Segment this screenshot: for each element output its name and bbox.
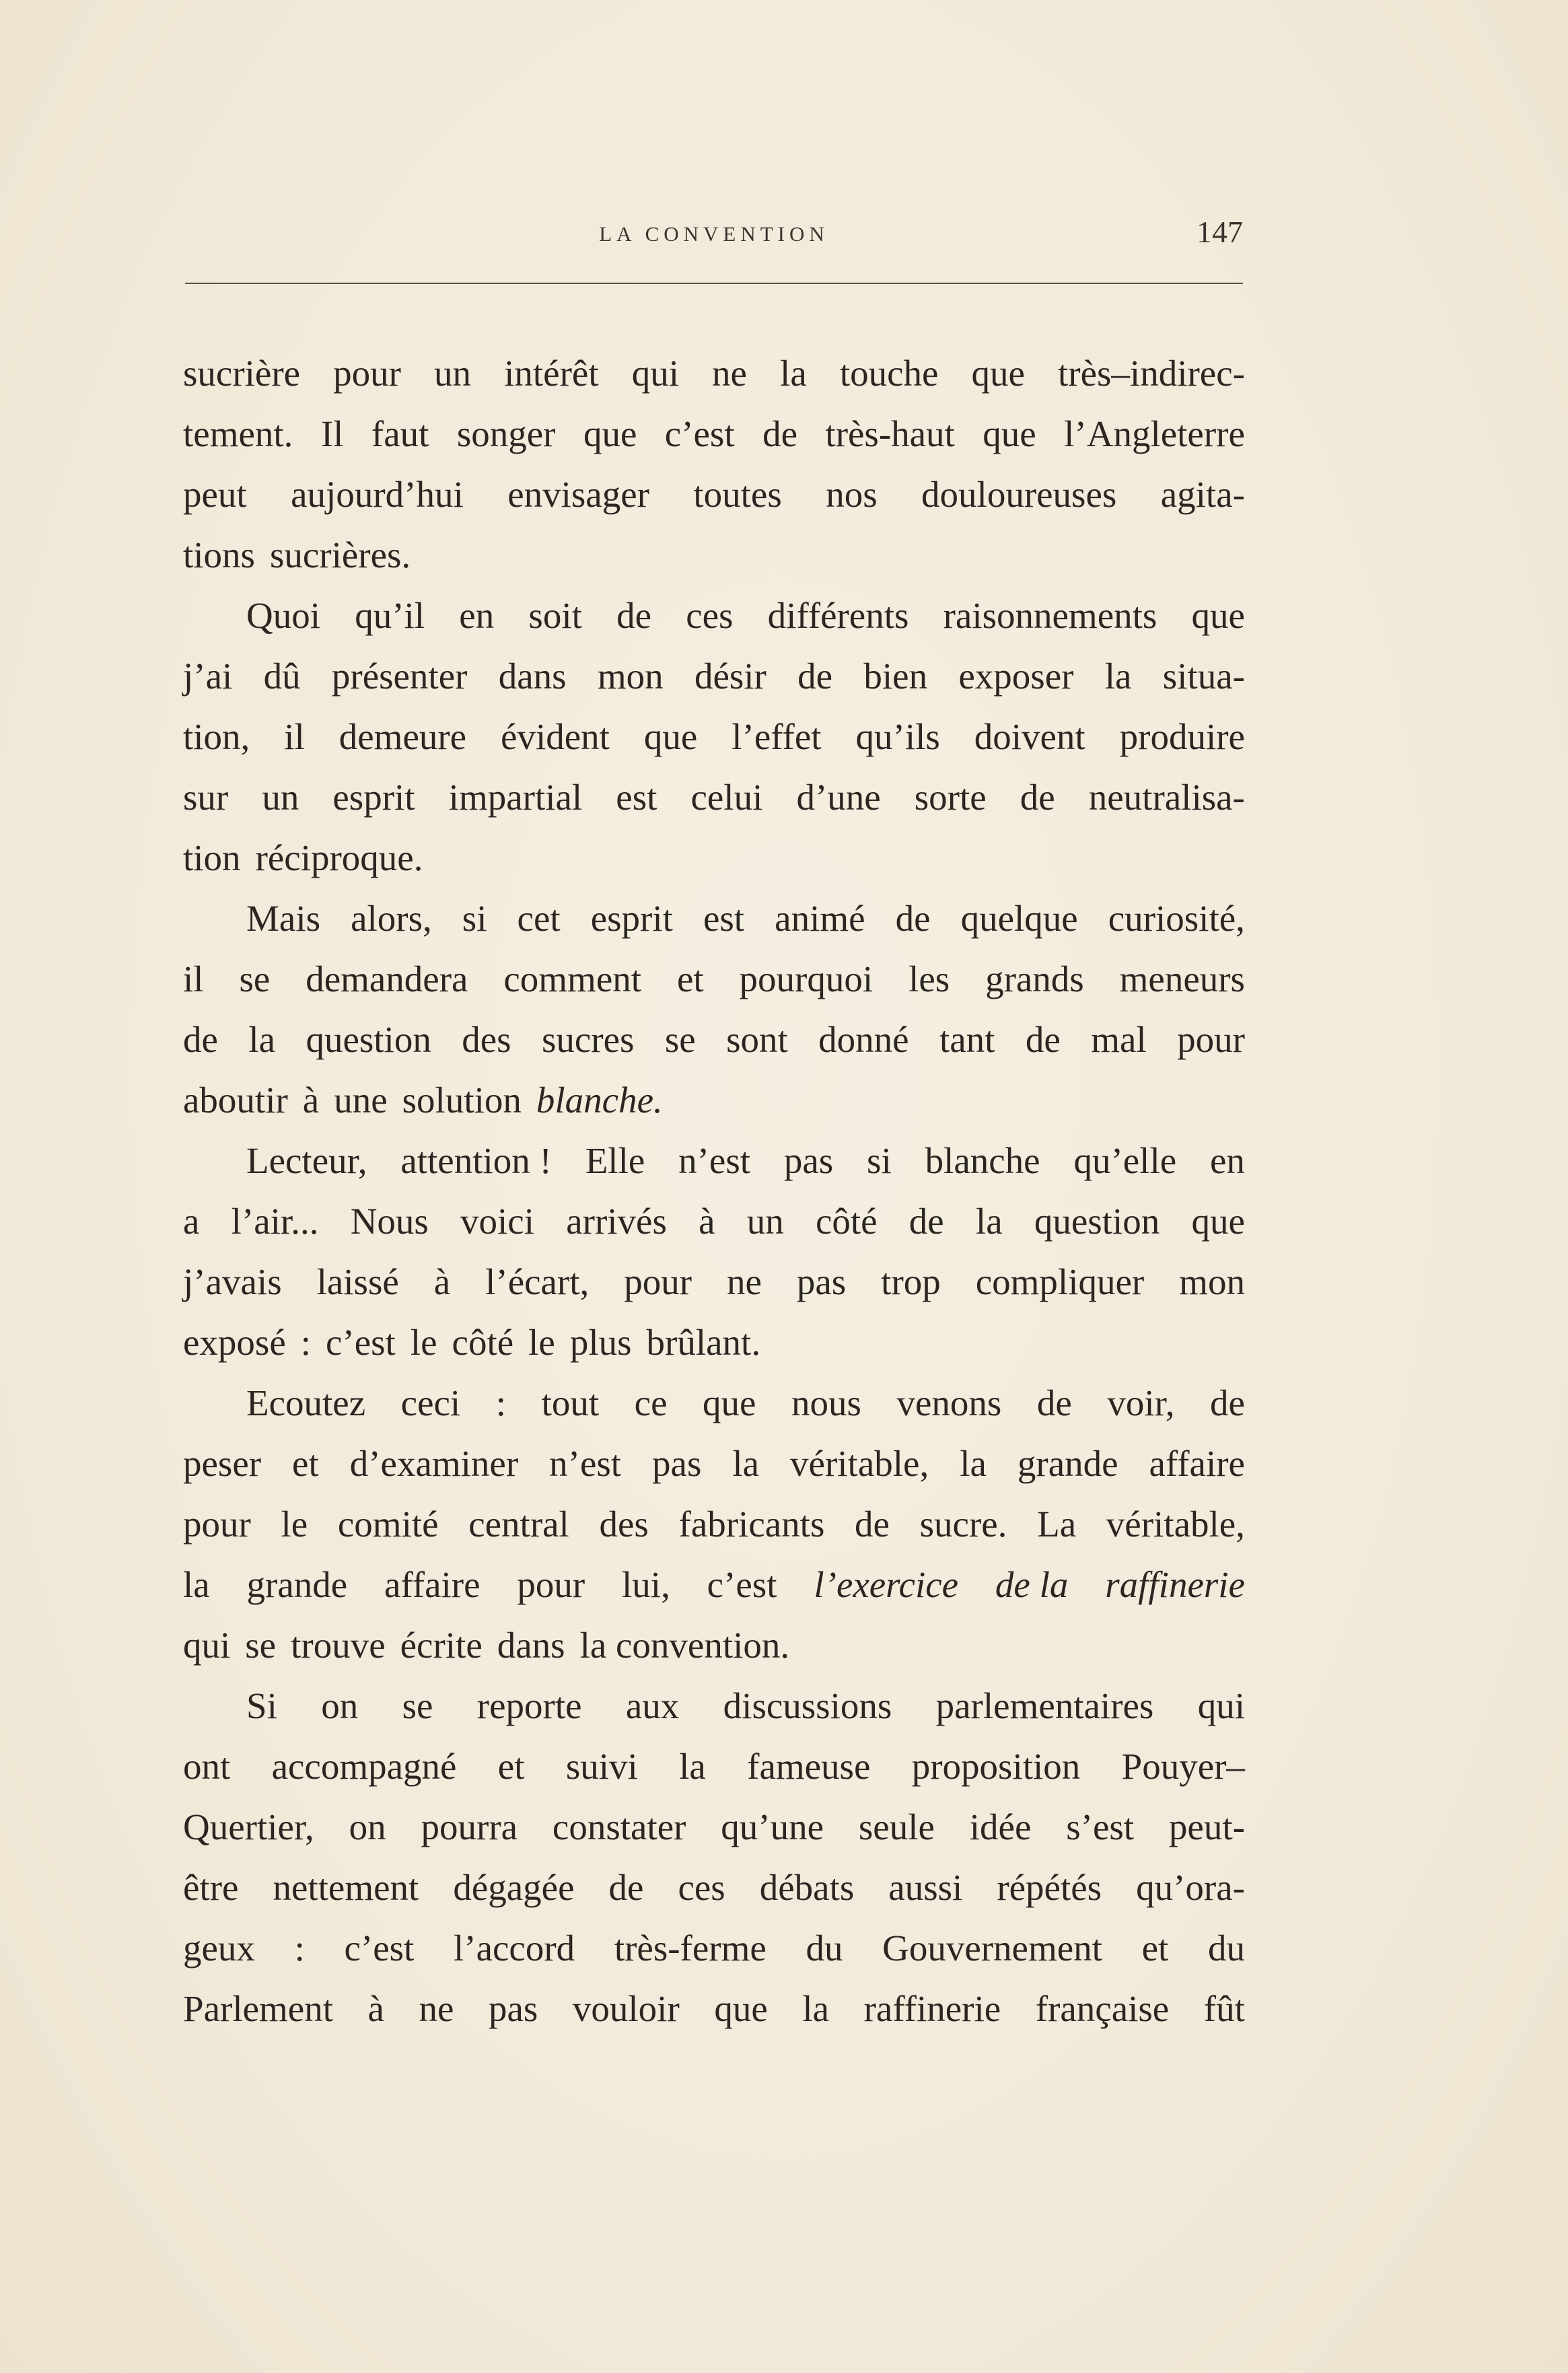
word: sont — [726, 1019, 788, 1060]
word: la — [248, 1019, 276, 1060]
word: on — [349, 1806, 386, 1847]
word: constater — [552, 1806, 686, 1847]
word: tion, — [183, 716, 250, 757]
running-title: LA CONVENTION — [599, 222, 829, 246]
word: très-haut — [825, 413, 955, 454]
word: côté — [815, 1201, 878, 1242]
word: voir, — [1107, 1382, 1175, 1423]
word: du — [1207, 1927, 1245, 1969]
word: l’Angleterre — [1064, 413, 1245, 454]
word: que — [714, 1988, 768, 2029]
word: en — [459, 595, 495, 636]
text-line — [183, 1676, 1245, 1736]
running-head — [185, 214, 1243, 254]
word: française — [1035, 1988, 1170, 2029]
word: impartial — [448, 777, 583, 818]
word: blanche. — [536, 1079, 663, 1121]
word: le — [528, 1322, 555, 1363]
word: de — [1210, 1382, 1245, 1423]
word: : — [300, 1322, 312, 1363]
word: se — [402, 1685, 433, 1726]
word: fameuse — [747, 1746, 871, 1787]
word: ces — [678, 1867, 725, 1908]
word: l’effet — [732, 716, 822, 757]
word: bien — [863, 656, 928, 697]
word: de — [762, 413, 797, 454]
word: blanche — [925, 1140, 1040, 1181]
word: raisonnements — [943, 595, 1157, 636]
word: débats — [759, 1867, 855, 1908]
word: exposer — [958, 656, 1074, 697]
text-line — [183, 707, 1245, 767]
word: sucre. — [919, 1503, 1007, 1545]
word: celui — [690, 777, 763, 818]
word: meneurs — [1119, 958, 1245, 999]
word: tion — [183, 837, 241, 878]
word: le — [281, 1503, 308, 1545]
word: l’air... — [231, 1201, 319, 1242]
word: pour — [183, 1503, 251, 1545]
word: des — [462, 1019, 511, 1060]
word: Si — [246, 1685, 277, 1726]
word: grands — [985, 958, 1084, 999]
word: esprit — [332, 777, 415, 818]
word: la — [732, 1443, 760, 1484]
word: seule — [858, 1806, 935, 1847]
word: compliquer — [975, 1261, 1145, 1302]
word: raffinerie — [863, 1988, 1001, 2029]
word: douloureuses — [921, 474, 1117, 515]
word: répétés — [997, 1867, 1102, 1908]
text-line — [183, 464, 1245, 525]
word: n’est — [678, 1140, 751, 1181]
word: comment — [503, 958, 642, 999]
word: Parlement — [183, 1988, 333, 2029]
word: que — [583, 413, 637, 454]
word: les — [908, 958, 950, 999]
word: mal — [1091, 1019, 1147, 1060]
word: voici — [460, 1201, 535, 1242]
word: sucrières. — [269, 534, 411, 575]
word: laissé — [316, 1261, 399, 1302]
word: : — [294, 1927, 305, 1969]
text-line — [183, 767, 1245, 828]
word: la — [802, 1988, 830, 2029]
word: qu’il — [355, 595, 425, 636]
word: que — [703, 1382, 756, 1423]
word: de — [183, 1019, 218, 1060]
word: tant — [939, 1019, 995, 1060]
word: écrite — [400, 1625, 483, 1666]
word: question — [306, 1019, 431, 1060]
word: c’est — [664, 413, 735, 454]
text-line — [183, 1373, 1245, 1433]
text-line — [183, 1857, 1245, 1918]
word: de — [608, 1867, 644, 1908]
word: la — [975, 1201, 1003, 1242]
word: n’est — [549, 1443, 622, 1484]
text-line — [183, 1918, 1245, 1979]
word: l’écart, — [485, 1261, 590, 1302]
word: de — [1036, 1382, 1072, 1423]
text-line — [183, 1131, 1245, 1191]
word: on — [321, 1685, 359, 1726]
word: d’une — [796, 777, 881, 818]
word: en — [1209, 1140, 1245, 1181]
word: toutes — [693, 474, 782, 515]
word: il — [183, 958, 204, 999]
word: dégagée — [453, 1867, 575, 1908]
word: arrivés — [566, 1201, 667, 1242]
word: de la — [995, 1564, 1069, 1605]
word: affaire — [1149, 1443, 1245, 1484]
word: discussions — [723, 1685, 892, 1726]
word: évident — [501, 716, 610, 757]
word: question — [1034, 1201, 1160, 1242]
word: curiosité, — [1108, 898, 1245, 939]
word: ne — [419, 1988, 454, 2029]
text-line — [183, 1979, 1245, 2039]
word: vouloir — [572, 1988, 680, 2029]
word: un — [434, 353, 472, 394]
word: peut- — [1168, 1806, 1245, 1847]
word: faut — [371, 413, 429, 454]
word: pourquoi — [739, 958, 874, 999]
word: de — [1020, 777, 1055, 818]
page-number: 147 — [1197, 215, 1243, 249]
word: être — [183, 1867, 239, 1908]
word: qu’ora- — [1136, 1867, 1245, 1908]
text-line — [183, 1191, 1245, 1252]
word: animé — [775, 898, 865, 939]
word: et — [497, 1746, 525, 1787]
word: pour — [333, 353, 401, 394]
word: Quoi — [246, 595, 320, 636]
word: un — [262, 777, 299, 818]
word: dans — [498, 656, 567, 697]
word: ont — [183, 1746, 231, 1787]
word: pas — [489, 1988, 538, 2029]
word: est — [703, 898, 745, 939]
word: aussi — [888, 1867, 963, 1908]
word: idée — [969, 1806, 1032, 1847]
word: de — [1025, 1019, 1061, 1060]
word: l’exercice — [814, 1564, 959, 1605]
word: ces — [686, 595, 734, 636]
word: fabricants — [678, 1503, 825, 1545]
word: brûlant. — [646, 1322, 761, 1363]
text-line — [183, 1070, 1245, 1131]
word: tions — [183, 534, 255, 575]
word: qui — [631, 353, 679, 394]
word: que — [971, 353, 1025, 394]
word: doivent — [974, 716, 1085, 757]
text-line — [183, 1312, 1245, 1373]
word: envisager — [507, 474, 649, 515]
word: pas — [796, 1261, 847, 1302]
word: Il — [320, 413, 344, 454]
word: véritable, — [790, 1443, 929, 1484]
word: qui — [1197, 1685, 1245, 1726]
word: plus — [569, 1322, 632, 1363]
word: La — [1037, 1503, 1077, 1545]
word: ne — [712, 353, 747, 394]
word: il — [284, 716, 305, 757]
word: la — [1104, 656, 1132, 697]
text-line — [183, 1494, 1245, 1555]
word: c’est — [707, 1564, 777, 1605]
word: pas — [652, 1443, 702, 1484]
word: affaire — [384, 1564, 480, 1605]
word: de — [616, 595, 652, 636]
word: à — [302, 1079, 320, 1121]
word: songer — [456, 413, 556, 454]
word: comité — [337, 1503, 439, 1545]
word: demandera — [306, 958, 468, 999]
word: et — [1141, 1927, 1169, 1969]
word: réciproque. — [255, 837, 423, 878]
text-line — [183, 1010, 1245, 1070]
word: accompagné — [271, 1746, 457, 1787]
word: ceci — [400, 1382, 461, 1423]
word: aujourd’hui — [291, 474, 464, 515]
word: à — [367, 1988, 384, 2029]
word: qu’elle — [1073, 1140, 1177, 1181]
word: trouve — [291, 1625, 386, 1666]
word: l’accord — [454, 1927, 575, 1969]
word: produire — [1119, 716, 1245, 757]
word: qu’une — [721, 1806, 824, 1847]
word: Lecteur, — [246, 1140, 367, 1181]
word: est — [616, 777, 657, 818]
word: suivi — [565, 1746, 638, 1787]
text-line — [183, 1797, 1245, 1857]
word: se — [239, 958, 271, 999]
word: Quertier, — [183, 1806, 314, 1847]
word: qui — [183, 1625, 231, 1666]
word: Pouyer– — [1121, 1746, 1245, 1787]
word: a — [183, 1201, 200, 1242]
word: que — [643, 716, 698, 757]
word: tement. — [183, 413, 293, 454]
word: d’examiner — [349, 1443, 519, 1484]
word: attention ! — [400, 1140, 552, 1181]
word: différents — [767, 595, 909, 636]
word: et — [676, 958, 704, 999]
word: pour — [624, 1261, 692, 1302]
word: que — [1191, 595, 1245, 636]
text-line — [183, 1252, 1245, 1312]
word: central — [468, 1503, 569, 1545]
word: nos — [826, 474, 878, 515]
word: esprit — [590, 898, 673, 939]
text-line — [183, 343, 1245, 404]
word: trop — [881, 1261, 941, 1302]
word: la — [960, 1443, 987, 1484]
text-line — [183, 525, 1245, 586]
word: véritable, — [1106, 1503, 1245, 1545]
word: lui, — [622, 1564, 670, 1605]
word: intérêt — [504, 353, 599, 394]
word: aboutir — [183, 1079, 288, 1121]
word: exposé — [183, 1322, 286, 1363]
word: la convention. — [579, 1625, 790, 1666]
word: soit — [528, 595, 582, 636]
word: pas — [783, 1140, 834, 1181]
word: alors, — [351, 898, 432, 939]
word: tout — [541, 1382, 600, 1423]
text-line — [183, 646, 1245, 707]
word: sur — [183, 777, 229, 818]
word: touche — [839, 353, 939, 394]
word: situa- — [1162, 656, 1245, 697]
word: Nous — [350, 1201, 429, 1242]
word: se — [245, 1625, 277, 1666]
word: peser — [183, 1443, 262, 1484]
text-line — [183, 1555, 1245, 1615]
text-line — [183, 404, 1245, 464]
word: nous — [791, 1382, 861, 1423]
word: j’ai — [183, 656, 233, 697]
word: : — [495, 1382, 507, 1423]
word: sucres — [541, 1019, 635, 1060]
word: très–indirec- — [1058, 353, 1245, 394]
word: raffinerie — [1105, 1564, 1245, 1605]
word: Gouvernement — [882, 1927, 1102, 1969]
word: si — [867, 1140, 892, 1181]
word: de — [855, 1503, 890, 1545]
word: mon — [597, 656, 664, 697]
text-line — [183, 1736, 1245, 1797]
word: une — [334, 1079, 388, 1121]
word: cet — [517, 898, 561, 939]
word: que — [983, 413, 1036, 454]
text-line — [183, 949, 1245, 1010]
word: la — [780, 353, 807, 394]
word: peut — [183, 474, 247, 515]
word: sucrière — [183, 353, 301, 394]
word: c’est — [326, 1322, 396, 1363]
word: que — [1191, 1201, 1245, 1242]
word: venons — [896, 1382, 1002, 1423]
text-line — [183, 828, 1245, 888]
word: se — [664, 1019, 696, 1060]
word: demeure — [338, 716, 467, 757]
word: des — [599, 1503, 649, 1545]
word: ne — [727, 1261, 762, 1302]
word: pour — [517, 1564, 585, 1605]
word: j’avais — [183, 1261, 282, 1302]
word: ce — [634, 1382, 668, 1423]
text-line — [183, 888, 1245, 949]
word: c’est — [344, 1927, 415, 1969]
word: agita- — [1160, 474, 1245, 515]
text-line — [183, 1433, 1245, 1494]
word: pourra — [421, 1806, 518, 1847]
word: désir — [694, 656, 767, 697]
word: à — [699, 1201, 715, 1242]
word: nettement — [273, 1867, 419, 1908]
word: reporte — [476, 1685, 582, 1726]
word: de — [797, 656, 833, 697]
word: Ecoutez — [246, 1382, 366, 1423]
word: grande — [1017, 1443, 1118, 1484]
word: sorte — [914, 777, 987, 818]
word: Elle — [585, 1140, 645, 1181]
word: geux — [183, 1927, 255, 1969]
word: le — [410, 1322, 437, 1363]
word: fût — [1203, 1988, 1245, 2029]
word: parlementaires — [935, 1685, 1154, 1726]
text-line — [183, 1615, 1245, 1676]
word: donné — [818, 1019, 909, 1060]
text-line — [183, 586, 1245, 646]
word: du — [806, 1927, 843, 1969]
word: solution — [402, 1079, 522, 1121]
word: grande — [246, 1564, 348, 1605]
word: mon — [1179, 1261, 1245, 1302]
word: dû — [263, 656, 301, 697]
word: de — [908, 1201, 944, 1242]
word: qu’ils — [855, 716, 940, 757]
word: proposition — [911, 1746, 1081, 1787]
word: présenter — [331, 656, 468, 697]
word: si — [462, 898, 487, 939]
word: un — [746, 1201, 784, 1242]
word: s’est — [1066, 1806, 1135, 1847]
word: dans — [497, 1625, 565, 1666]
word: côté — [452, 1322, 514, 1363]
word: pour — [1177, 1019, 1245, 1060]
word: de — [895, 898, 931, 939]
body-text — [183, 343, 1245, 2039]
word: quelque — [960, 898, 1078, 939]
word: Mais — [246, 898, 320, 939]
word: à — [433, 1261, 451, 1302]
word: très-ferme — [614, 1927, 767, 1969]
header-rule — [185, 283, 1243, 284]
word: et — [292, 1443, 319, 1484]
word: aux — [625, 1685, 680, 1726]
word: la — [679, 1746, 706, 1787]
word: la — [183, 1564, 210, 1605]
word: neutralisa- — [1088, 777, 1245, 818]
